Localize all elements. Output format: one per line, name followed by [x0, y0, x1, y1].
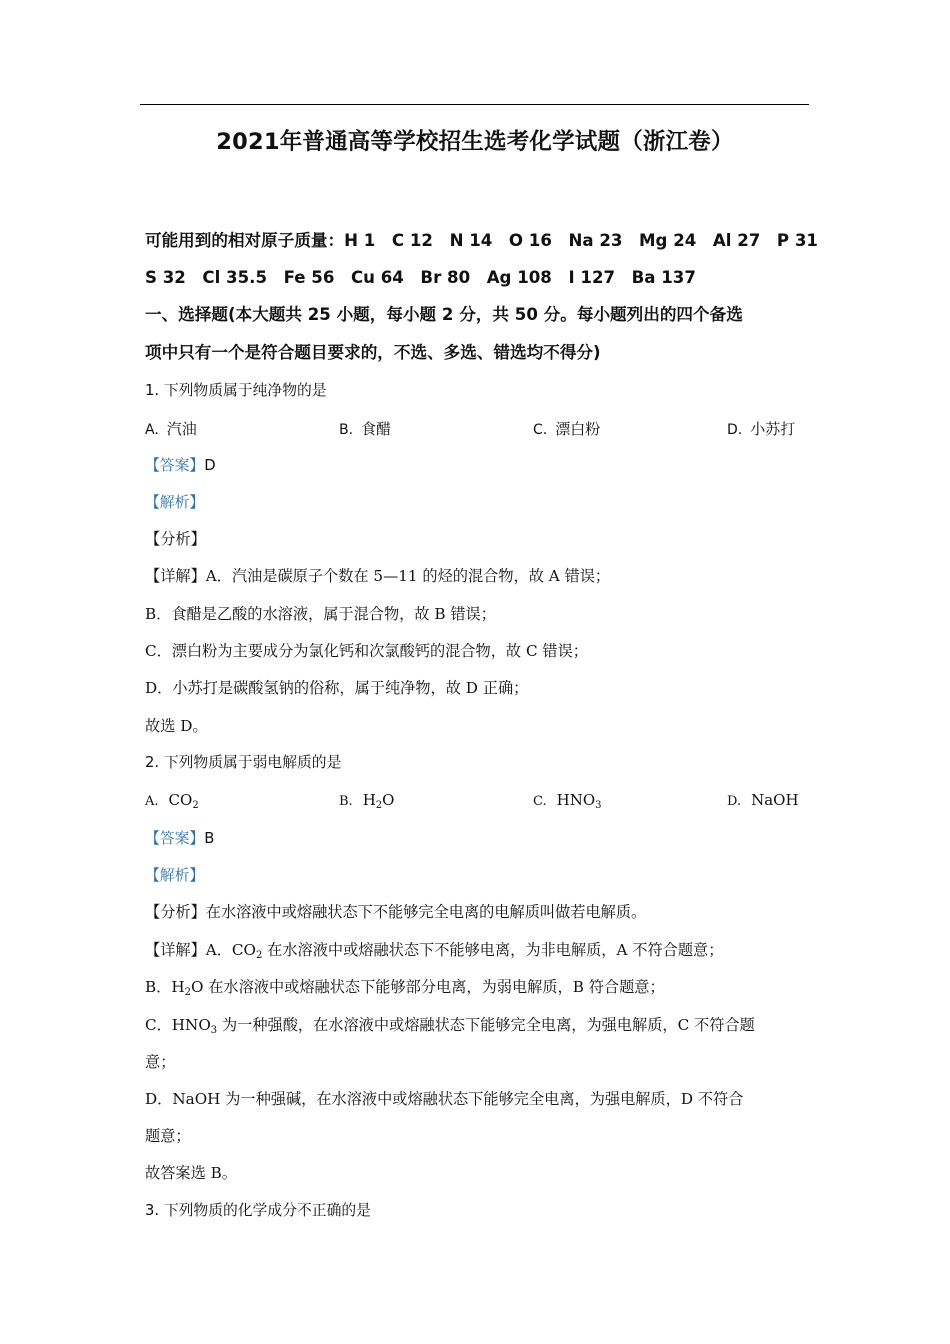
atomic-mass-line-1: 可能用到的相对原子质量：H 1 C 12 N 14 O 16 Na 23 Mg 24 Al 27 P 31	[145, 231, 818, 250]
q2-option-b: B. $H_2O$	[339, 791, 395, 811]
q2-answer: 【答案】B	[145, 830, 215, 847]
q1-detail-b: B．食醋是乙酸的水溶液，属于混合物，故 B 错误；	[145, 605, 496, 623]
q1-option-a: A. 汽油	[145, 420, 197, 438]
q1-detail-c: C．漂白粉为主要成分为氯化钙和次氯酸钙的混合物，故 C 错误；	[145, 642, 588, 660]
q2-detail-c: C．$HNO_3$ 为一种强酸，在水溶液中或熔融状态下能够完全电离，为强电解质，C 不符合题	[145, 1016, 755, 1036]
q1-option-c: C. 漂白粉	[533, 420, 601, 438]
q2-option-d: D. NaOH	[727, 791, 799, 809]
q3-stem: 3. 下列物质的化学成分不正确的是	[145, 1202, 371, 1219]
q1-detail-a: 【详解】A．汽油是碳原子个数在 5—11 的烃的混合物，故 A 错误；	[145, 567, 611, 585]
page-title: 2021年普通高等学校招生选考化学试题（浙江卷）	[216, 129, 734, 155]
q2-detail-c-wrap: 意；	[145, 1053, 176, 1071]
section-heading-line-1: 一、选择题(本大题共 25 小题，每小题 2 分，共 50 分。每小题列出的四个备选	[145, 305, 743, 324]
q2-conclusion: 故答案选 B。	[145, 1164, 237, 1182]
q1-conclusion: 故选 D。	[145, 717, 208, 735]
header-rule	[140, 104, 809, 105]
q1-analysis-label: 【解析】	[145, 494, 205, 511]
q1-stem: 1. 下列物质属于纯净物的是	[145, 382, 327, 399]
q2-detail-a: 【详解】A．$CO_2$ 在水溶液中或熔融状态下不能够电离，为非电解质，A 不符合题意；	[145, 941, 724, 961]
q1-fenxi-label: 【分析】	[145, 530, 206, 548]
atomic-mass-line-2: S 32 Cl 35.5 Fe 56 Cu 64 Br 80 Ag 108 I 127 Ba 137	[145, 268, 696, 287]
q2-detail-d: D．NaOH 为一种强碱，在水溶液中或熔融状态下能够完全电离，为强电解质，D 不符合	[145, 1090, 744, 1108]
section-heading-line-2: 项中只有一个是符合题目要求的，不选、多选、错选均不得分)	[145, 343, 601, 362]
q2-detail-b: B．$H_2O$ 在水溶液中或熔融状态下能够部分电离，为弱电解质，B 符合题意；	[145, 978, 665, 998]
q1-option-b: B. 食醋	[339, 420, 392, 438]
q2-detail-d-wrap: 题意；	[145, 1127, 191, 1145]
q2-fenxi: 【分析】在水溶液中或熔融状态下不能够完全电离的电解质叫做若电解质。	[145, 903, 647, 921]
q2-analysis-label: 【解析】	[145, 867, 205, 884]
q2-option-a: A. $CO_2$	[145, 791, 199, 811]
q1-option-d: D. 小苏打	[727, 420, 796, 438]
q1-detail-d: D．小苏打是碳酸氢钠的俗称，属于纯净物，故 D 正确；	[145, 679, 529, 697]
q2-stem: 2. 下列物质属于弱电解质的是	[145, 754, 342, 771]
q1-answer: 【答案】D	[145, 457, 216, 474]
q2-option-c: C. $HNO_3$	[533, 791, 602, 811]
